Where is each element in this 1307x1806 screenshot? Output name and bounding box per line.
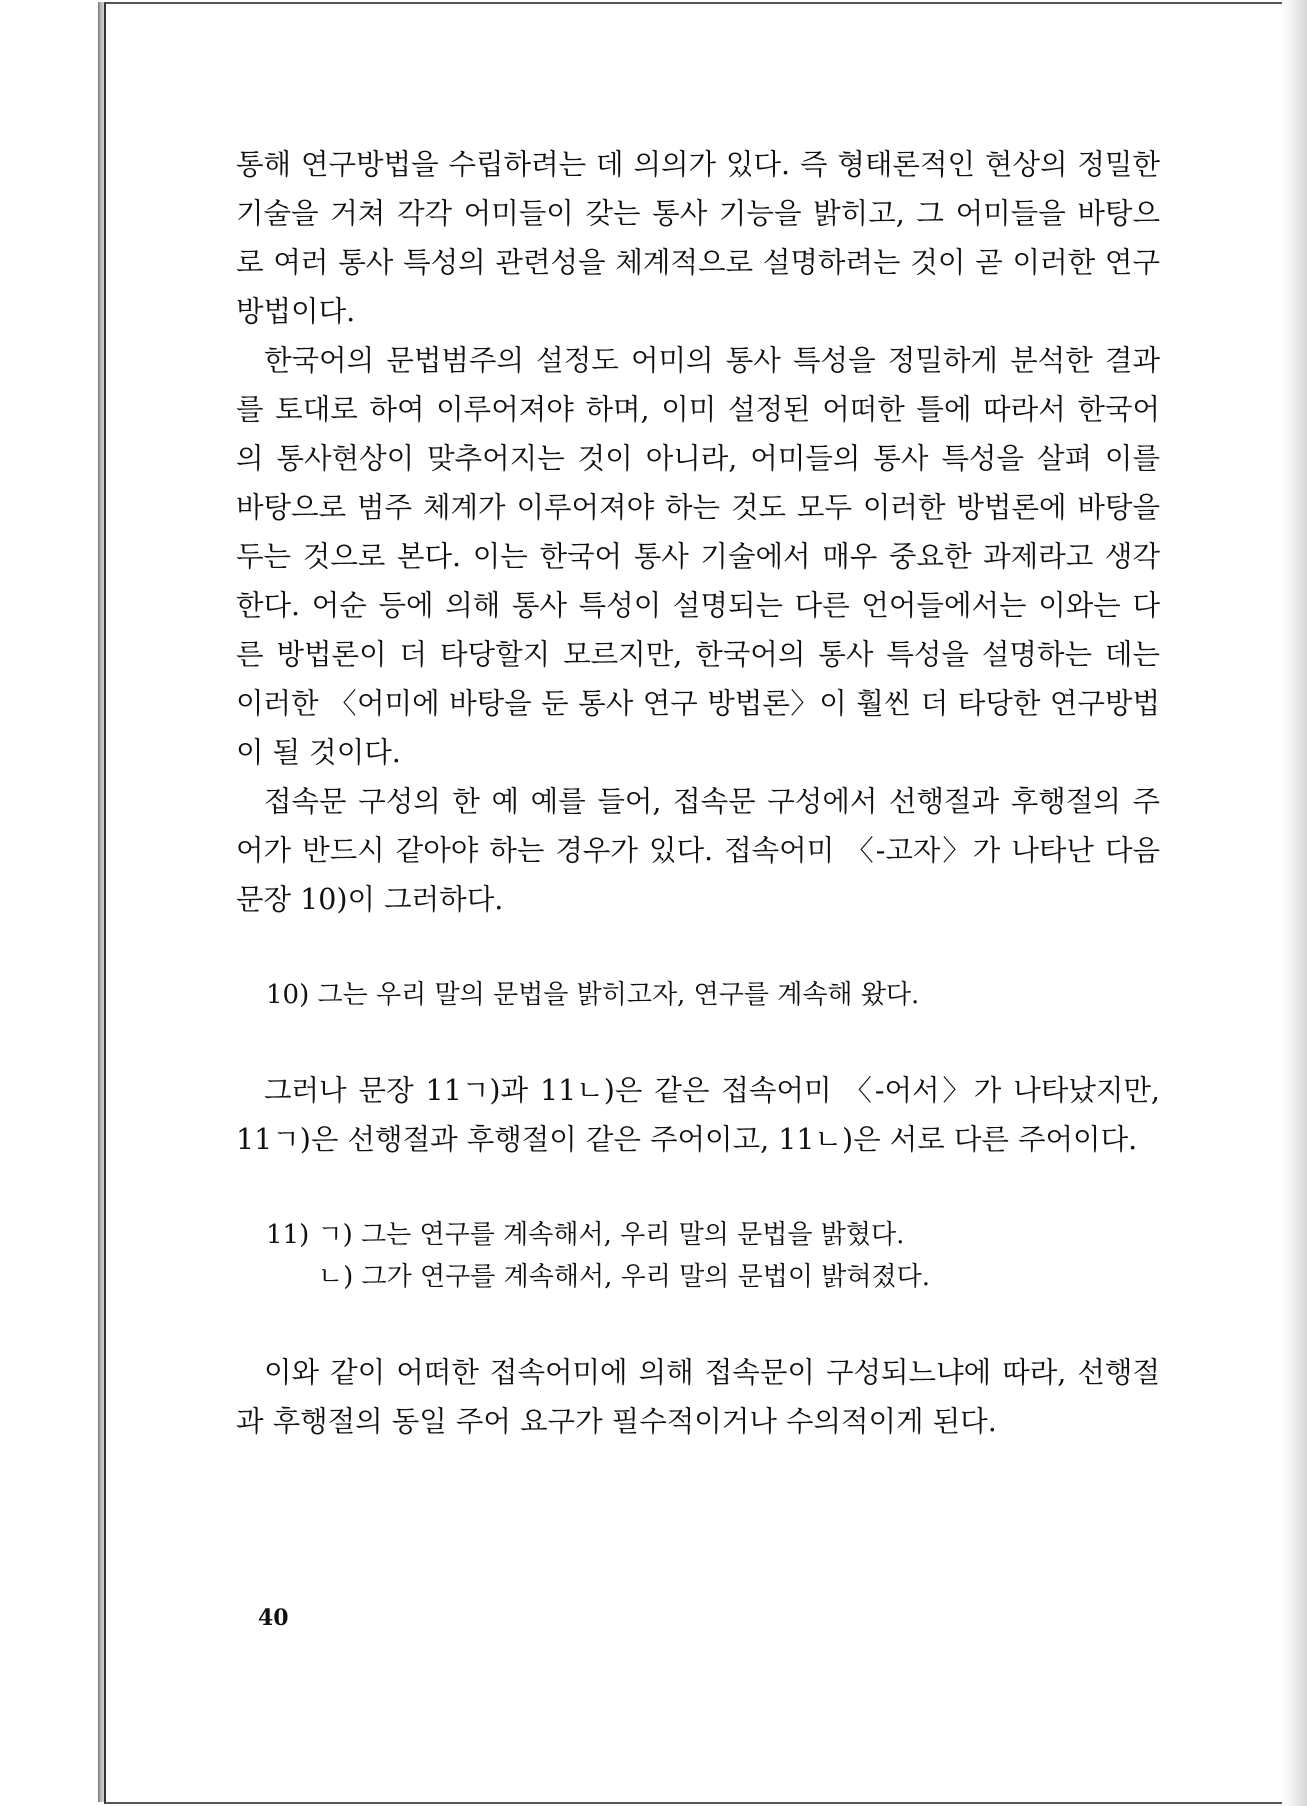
paragraph-5: 이와 같이 어떠한 접속어미에 의해 접속문이 구성되느냐에 따라, 선행절과 후행절의 동일 주어 요구가 필수적이거나 수의적이게 된다. [236,1356,1160,1438]
paragraph-3: 접속문 구성의 한 예 예를 들어, 접속문 구성에서 선행절과 후행절의 주어가 반드시 같아야 하는 경우가 있다. 접속어미 〈-고자〉가 나타난 다음 문장 10)이 그러하다. [236,785,1160,916]
paragraph-4: 그러나 문장 11ㄱ)과 11ㄴ)은 같은 접속어미 〈-어서〉가 나타났지만, 11ㄱ)은 선행절과 후행절이 같은 주어이고, 11ㄴ)은 서로 다른 주어이다. [236,1074,1160,1156]
example-10 [236,974,1160,1016]
example-11a-sentence: 11) ㄱ) 그는 연구를 계속해서, 우리 말의 문법을 밝혔다. [266,1220,905,1250]
paragraph-1: 통해 연구방법을 수립하려는 데 의의가 있다. 즉 형태론적인 현상의 정밀한 기술을 거쳐 각각 어미들이 갖는 통사 기능을 밝히고, 그 어미들을 바탕으로 여러 통사 특성의 관련성을 체계적으로 설명하려는 것이 곧 이러한 연구방법이다. [236,148,1160,328]
page-edge-shadow [1282,0,1307,1806]
example-10-sentence: 10) 그는 우리 말의 문법을 밝히고자, 연구를 계속해 왔다. [266,980,920,1010]
page-body [236,140,1160,1446]
page-number: 40 [258,1605,289,1631]
example-11 [236,1214,1160,1298]
paragraph-2: 한국어의 문법범주의 설정도 어미의 통사 특성을 정밀하게 분석한 결과를 토대로 하여 이루어져야 하며, 이미 설정된 어떠한 틀에 따라서 한국어의 통사현상이 맞추어지는 것이 아니라, 어미들의 통사 특성을 살펴 이를 바탕으로 범주 체계가 이루어져야 하는 것도 모두 이러한 방법론에 바탕을 두는 것으로 본다. 이는 한국어 통사 기술에서 매우 중요한 과제라고 생각한다. 어순 등에 의해 통사 특성이 설명되는 다른 언어들에서는 이와는 다른 방법론이 더 타당할지 모르지만, 한국어의 통사 특성을 설명하는 데는 이러한 〈어미에 바탕을 둔 통사 연구 방법론〉이 훨씬 더 타당한 연구방법이 될 것이다. [236,344,1160,769]
example-11b-sentence: ㄴ) 그가 연구를 계속해서, 우리 말의 문법이 밝혀졌다. [318,1262,930,1292]
